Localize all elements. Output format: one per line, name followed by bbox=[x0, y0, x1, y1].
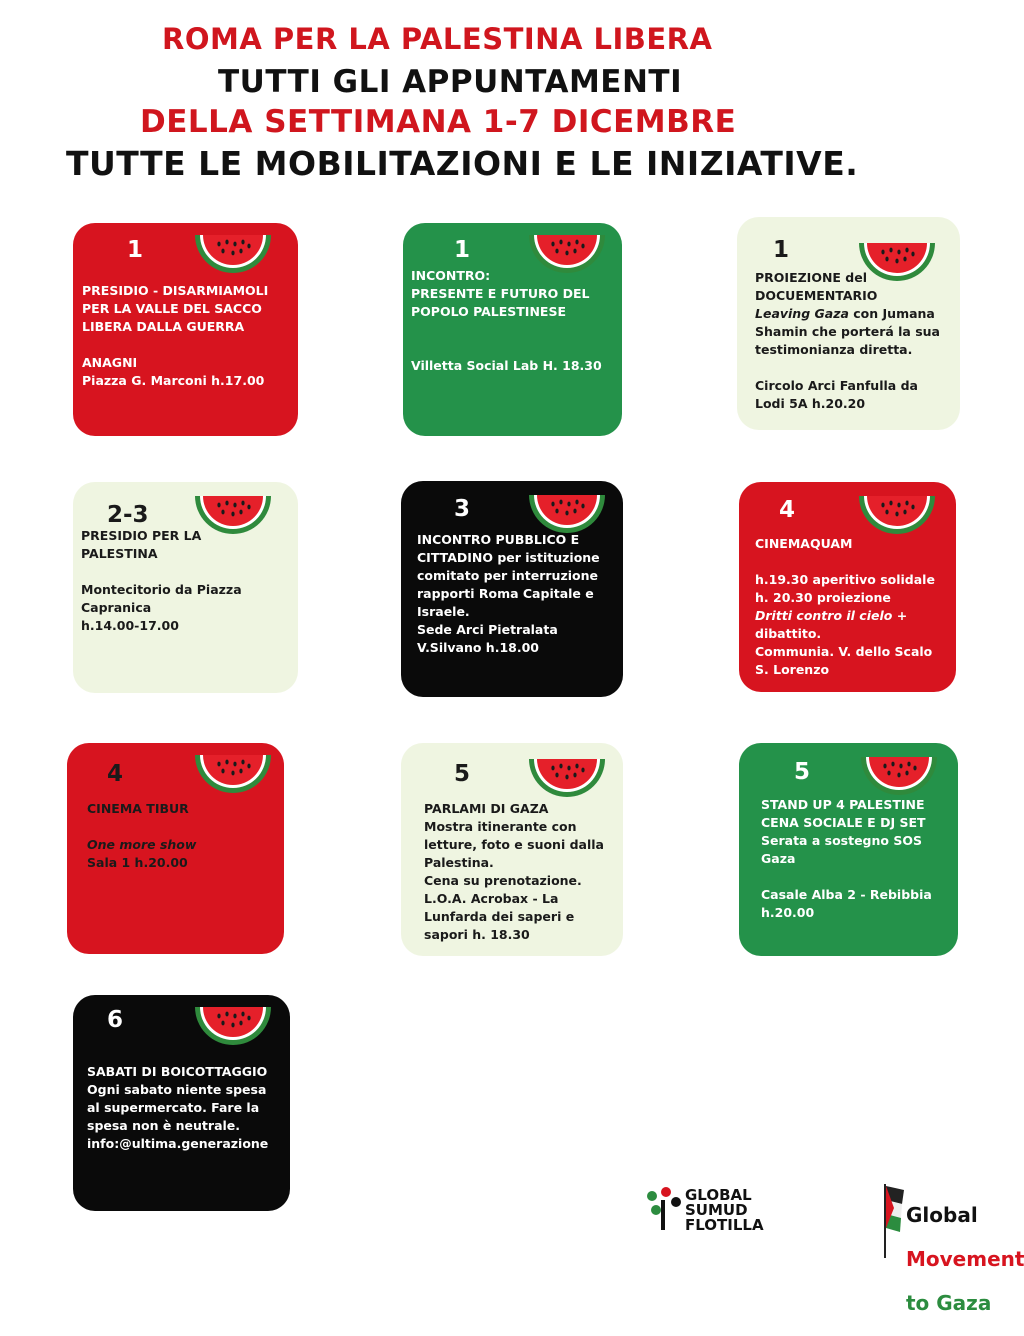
watermelon-icon bbox=[193, 1003, 273, 1045]
headline-mobilitazioni: TUTTE LE MOBILITAZIONI E LE INIZIATIVE. bbox=[66, 144, 859, 183]
event-day: 6 bbox=[107, 1007, 124, 1033]
event-day: 3 bbox=[454, 496, 471, 522]
event-card-cinema-tibur bbox=[67, 743, 284, 954]
gmg-word-movement: Movement bbox=[906, 1247, 1024, 1271]
event-description: PRESIDIO PER LA PALESTINA Montecitorio da Piazza Capranica h.14.00-17.00 bbox=[81, 528, 242, 633]
event-title: PROIEZIONE del DOCUEMENTARIO bbox=[755, 270, 878, 303]
event-details: con Jumana Shamin che porterá la sua testimonianza diretta. Circolo Arci Fanfulla da Lodi 5A h.20.20 bbox=[755, 306, 940, 411]
headline-settimana: DELLA SETTIMANA 1-7 DICEMBRE bbox=[140, 104, 737, 140]
film-title: Dritti contro il cielo + bbox=[755, 608, 908, 623]
event-description: PRESIDIO - DISARMIAMOLI PER LA VALLE DEL SACCO LIBERA DALLA GUERRA ANAGNI Piazza G. Marconi h.17.00 bbox=[82, 283, 269, 388]
event-card-presidio-anagni bbox=[73, 223, 298, 436]
watermelon-icon bbox=[859, 753, 939, 795]
event-description bbox=[87, 800, 277, 872]
headline-roma: ROMA PER LA PALESTINA LIBERA bbox=[162, 22, 713, 56]
global-movement-to-gaza-logo bbox=[906, 1182, 1024, 1336]
gmg-word-to-gaza: to Gaza bbox=[906, 1291, 992, 1315]
watermelon-icon bbox=[193, 231, 273, 273]
event-card-stand-up-4-palestine bbox=[739, 743, 958, 956]
event-day: 5 bbox=[454, 761, 471, 787]
event-day: 2-3 bbox=[107, 502, 149, 528]
event-details: Sala 1 h.20.00 bbox=[87, 855, 188, 870]
event-card-presidio-montecitorio bbox=[73, 482, 298, 693]
event-day: 5 bbox=[794, 759, 811, 785]
global-sumud-flotilla-logo-icon bbox=[644, 1186, 684, 1234]
event-day: 1 bbox=[127, 237, 144, 263]
watermelon-icon bbox=[527, 755, 607, 797]
film-title: Leaving Gaza bbox=[755, 306, 849, 321]
event-description: STAND UP 4 PALESTINE CENA SOCIALE E DJ SET Serata a sostegno SOS Gaza Casale Alba 2 - Rebibbia h.20.00 bbox=[761, 797, 932, 920]
event-card-incontro-villetta bbox=[403, 223, 622, 436]
event-card-sabati-boicottaggio bbox=[73, 995, 290, 1211]
film-title: One more show bbox=[87, 837, 197, 852]
event-card-cinemaquam bbox=[739, 482, 956, 692]
event-description: INCONTRO PUBBLICO E CITTADINO per istituzione comitato per interruzione rapporti Roma Capitale e Israele. Sede Arci Pietralata V.Silvano h.18.00 bbox=[417, 532, 600, 655]
event-description: SABATI DI BOICOTTAGGIO Ogni sabato niente spesa al supermercato. Fare la spesa non è neutrale. info:@ultima.generazione bbox=[87, 1064, 269, 1151]
event-details: dibattito. Communia. V. dello Scalo S. Lorenzo bbox=[755, 626, 933, 677]
event-description: INCONTRO: PRESENTE E FUTURO DEL POPOLO PALESTINESE Villetta Social Lab H. 18.30 bbox=[411, 268, 602, 373]
watermelon-icon bbox=[193, 751, 273, 793]
event-day: 4 bbox=[107, 761, 124, 787]
global-sumud-flotilla-logo: GLOBAL SUMUD FLOTILLA bbox=[685, 1186, 764, 1234]
event-card-parlami-di-gaza bbox=[401, 743, 623, 956]
event-description bbox=[755, 269, 960, 413]
headline-appuntamenti: TUTTI GLI APPUNTAMENTI bbox=[218, 64, 683, 100]
event-day: 1 bbox=[454, 237, 471, 263]
event-card-proiezione-leaving-gaza bbox=[737, 217, 960, 430]
event-card-incontro-pietralata bbox=[401, 481, 623, 697]
watermelon-icon bbox=[857, 492, 937, 534]
event-description: PARLAMI DI GAZA Mostra itinerante con letture, foto e suoni dalla Palestina. Cena su prenotazione. L.O.A. Acrobax - La Lunfarda dei saperi e sapori h. 18.30 bbox=[424, 801, 604, 942]
palestinian-flag-icon bbox=[882, 1180, 906, 1260]
gmg-word-global: Global bbox=[906, 1203, 978, 1227]
event-title: CINEMAQUAM h.19.30 aperitivo solidale h. 20.30 proiezione bbox=[755, 536, 935, 605]
event-day: 1 bbox=[773, 237, 790, 263]
event-title: CINEMA TIBUR bbox=[87, 801, 189, 816]
event-day: 4 bbox=[779, 497, 796, 523]
event-description bbox=[755, 535, 955, 679]
watermelon-icon bbox=[527, 491, 607, 533]
